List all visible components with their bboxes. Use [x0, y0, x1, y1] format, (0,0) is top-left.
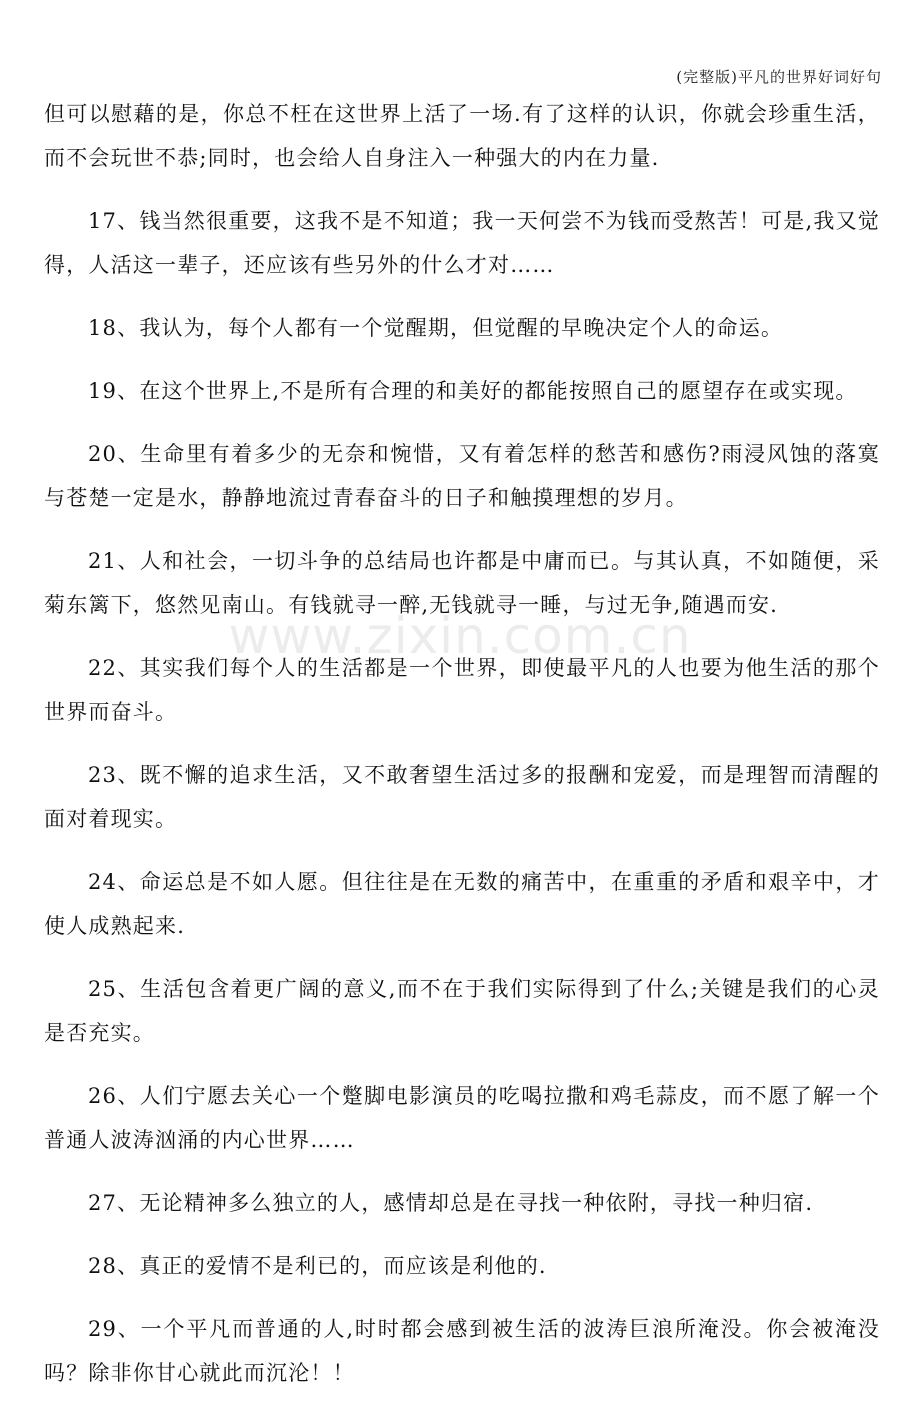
paragraph-quote-17: 17、钱当然很重要，这我不是不知道；我一天何尝不为钱而受熬苦！可是,我又觉得，人活这一辈子，还应该有些另外的什么才对……: [44, 209, 880, 277]
paragraph-quote-21: 21、人和社会，一切斗争的总结局也许都是中庸而已。与其认真，不如随便，采菊东篱下，悠然见南山。有钱就寻一醉,无钱就寻一睡，与过无争,随遇而安.: [44, 549, 880, 617]
paragraph-quote-24: 24、命运总是不如人愿。但往往是在无数的痛苦中，在重重的矛盾和艰辛中，才使人成熟起来.: [44, 870, 880, 938]
paragraph-quote-29: 29、一个平凡而普通的人,时时都会感到被生活的波涛巨浪所淹没。你会被淹没吗？除非你甘心就此而沉沦！！: [44, 1317, 880, 1385]
paragraph-quote-28: 28、真正的爱情不是利已的，而应该是利他的.: [88, 1254, 547, 1278]
paragraph-quote-23: 23、既不懈的追求生活，又不敢奢望生活过多的报酬和宠爱，而是理智而清醒的面对着现实。: [44, 763, 880, 831]
paragraph-quote-20: 20、生命里有着多少的无奈和惋惜，又有着怎样的愁苦和感伤?雨浸风蚀的落寞与苍楚一定是水，静静地流过青春奋斗的日子和触摸理想的岁月。: [44, 442, 880, 510]
paragraph-quote-27: 27、无论精神多么独立的人，感情却总是在寻找一种依附，寻找一种归宿.: [88, 1191, 814, 1215]
paragraph-quote-18: 18、我认为，每个人都有一个觉醒期，但觉醒的早晚决定个人的命运。: [88, 316, 784, 340]
paragraph-quote-22: 22、其实我们每个人的生活都是一个世界，即使最平凡的人也要为他生活的那个世界而奋斗。: [44, 656, 880, 724]
document-header-title: (完整版)平凡的世界好词好句: [676, 68, 882, 86]
paragraph-quote-26: 26、人们宁愿去关心一个蹩脚电影演员的吃喝拉撒和鸡毛蒜皮，而不愿了解一个普通人波涛汹涌的内心世界……: [44, 1084, 880, 1152]
document-body: [44, 92, 880, 1414]
paragraph-quote-25: 25、生活包含着更广阔的意义,而不在于我们实际得到了什么;关键是我们的心灵是否充实。: [44, 977, 880, 1045]
paragraph-continuation: 但可以慰藉的是，你总不枉在这世界上活了一场.有了这样的认识，你就会珍重生活，而不会玩世不恭;同时，也会给人自身注入一种强大的内在力量.: [44, 102, 880, 170]
paragraph-quote-19: 19、在这个世界上,不是所有合理的和美好的都能按照自己的愿望存在或实现。: [88, 379, 858, 403]
site-watermark: www.zixin.com.cn: [228, 607, 692, 665]
